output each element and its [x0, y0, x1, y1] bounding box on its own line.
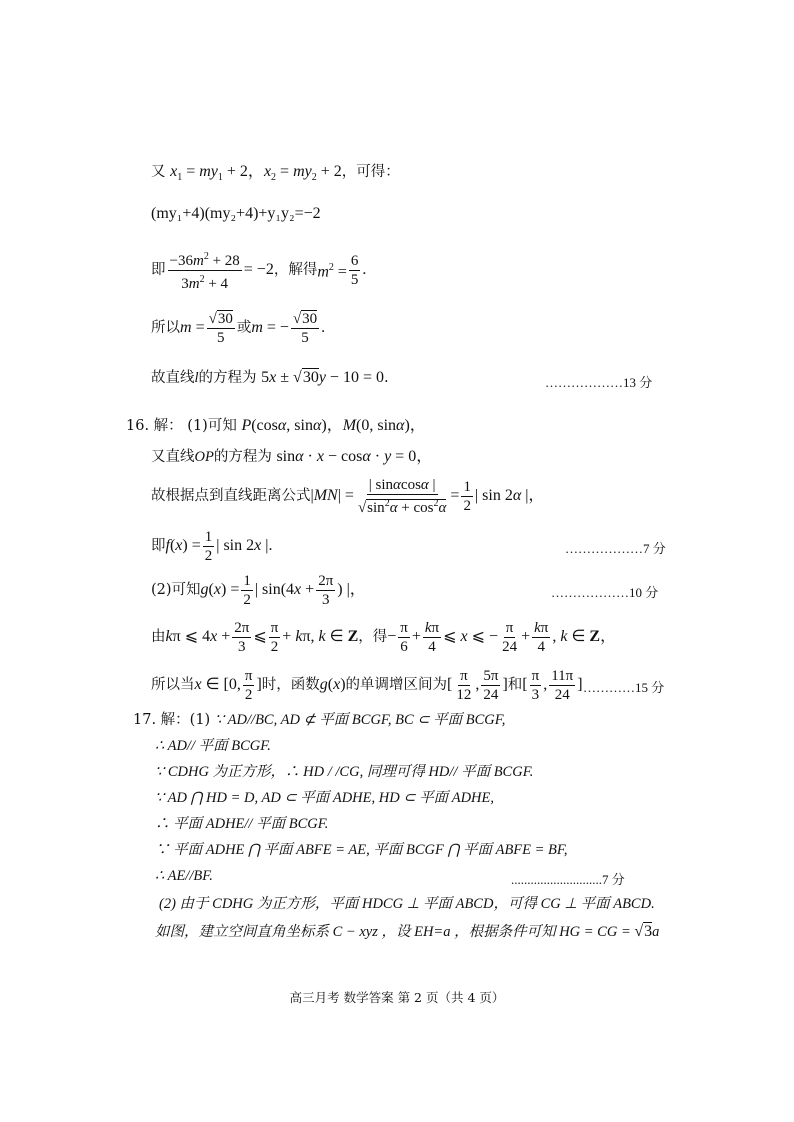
- q17-score-7: ............................7 分: [511, 872, 625, 887]
- q16-l2-mid: 的方程为: [213, 449, 272, 465]
- q16-line-3: 故根据点到直线距离公式 |MN| = $\frac{| \sin\alpha\cos\alpha |}{√\sin^2\alpha + \cos^2\alpha}$ = $\frac{1}{2}$ | sin 2α |，: [151, 476, 545, 516]
- q16-l3-frac: $\frac{| \sin\alpha\cos\alpha |}{√\sin^2\alpha + \cos^2\alpha}$: [357, 476, 447, 516]
- q15-line-5: 故直线l的方程为 5x ± √30y − 10 = 0.: [151, 369, 389, 386]
- q16-score-15: …………15 分: [583, 680, 665, 695]
- q17-line-2: ∴ AD// 平面 BCGF.: [155, 738, 271, 754]
- q16-l2-op: OP: [194, 449, 214, 465]
- q17-line-9: 如图，建立空间直角坐标系 C − xyz ，设 EH=a ，根据条件可知 HG = CG = √3a: [155, 923, 660, 940]
- q15-line-3: 即 $\frac{-36m^2 + 28}{3m^2 + 4}$ = −2 ，解得 $m^2$ = $\frac{6}{5}$ .: [151, 250, 366, 290]
- q15-line-2: (my₁+4)(my₂+4)+y₁y₂=−2: [151, 205, 321, 222]
- q15-l4-pre: 所以: [151, 320, 180, 336]
- q16-l6-pre: 由: [151, 629, 166, 645]
- q15-score: ………………13 分: [545, 375, 653, 390]
- q16-line-6: 由 kπ ⩽ 4x + $\frac{2\pi}{3}$ ⩽ $\frac{\pi}{2}$ + kπ, k ∈ Z ，得 − $\frac{\pi}{6}$ + $\frac{k\pi}{4}$ ⩽ x ⩽ − $\frac{\pi}{24}$ + $\frac{k\pi}{4}$ , k ∈ Z，: [151, 619, 617, 655]
- q15-l1-pre: 又: [151, 164, 166, 180]
- q16-l6-mid: ，得: [358, 629, 388, 645]
- q16-l4-pre: 即: [151, 538, 166, 554]
- q16-jie: 解：: [153, 418, 183, 434]
- q17-line-7: ∴ AE//BF.: [155, 868, 213, 884]
- q16-l5-part: (2)可知: [151, 582, 201, 598]
- q15-l4-or: 或: [236, 320, 252, 336]
- q17-l1: ∵ AD//BC, AD ⊄ 平面 BCGF, BC ⊂ 平面 BCGF,: [214, 712, 506, 728]
- q15-line-1: [151, 162, 400, 188]
- q17-line-1: [133, 710, 505, 730]
- q15-l5-pre: 故直线: [151, 370, 195, 386]
- page-footer: 高三月考 数学答案 第 2 页（共 4 页）: [289, 990, 505, 1005]
- q17-line-8: (2) 由于 CDHG 为正方形，平面 HDCG ⊥ 平面 ABCD，可得 CG ⊥ 平面 ABCD.: [159, 896, 655, 912]
- q17-number: 17.: [133, 712, 157, 728]
- q15-l3-pre: 即: [151, 262, 166, 278]
- q15-l5-l: l: [194, 370, 199, 386]
- q17-line-4: ∵ AD ⋂ HD = D, AD ⊂ 平面 ADHE, HD ⊂ 平面 ADHE,: [155, 790, 495, 806]
- q17-jie: 解：(1): [160, 712, 211, 728]
- q16-line-4: 即 f(x) = $\frac{1}{2}$ | sin 2x |.: [151, 528, 273, 564]
- q15-l1-post: ，可得：: [341, 164, 400, 180]
- q16-l1-part: (1)可知: [187, 418, 237, 434]
- q16-line-1: 16. 解： (1)可知 P(cosα, sinα)，M(0, sinα)，: [126, 417, 426, 434]
- q15-l4-frac1: $\frac{√30}{5}$: [208, 310, 233, 346]
- q17-l9-post: a: [652, 924, 660, 940]
- q15-l4-frac2: $\frac{√30}{5}$: [292, 310, 318, 346]
- q16-l7-and: 和: [507, 677, 523, 693]
- q16-l7-pre: 所以当: [151, 677, 195, 693]
- q15-l3-frac2: $\frac{6}{5}$: [350, 252, 359, 288]
- q17-line-5: ∴ 平面 ADHE// 平面 BCGF.: [155, 816, 329, 832]
- q15-l3-frac: $\frac{-36m^2 + 28}{3m^2 + 4}$: [168, 248, 242, 293]
- q17-line-6: ∵ 平面 ADHE ⋂ 平面 ABFE = AE, 平面 BCGF ⋂ 平面 ABFE = BF,: [155, 842, 568, 858]
- q15-line-4: 所以 m = $\frac{√30}{5}$ 或 m = − $\frac{√30}{5}$ .: [151, 310, 326, 346]
- q15-l5-mid: 的方程为: [198, 370, 257, 386]
- q16-score-7: ………………7 分: [565, 541, 666, 556]
- q16-number: 16.: [126, 418, 150, 434]
- q16-score-10: ………………10 分: [551, 585, 659, 600]
- q15-l3-mid: ，解得: [273, 262, 318, 278]
- q16-l7-mid: 时，函数: [261, 677, 320, 693]
- q16-line-2: 又直线OP的方程为 sinα · x − cosα · y = 0，: [151, 448, 433, 465]
- q16-l7-mid2: 的单调增区间为: [345, 677, 448, 693]
- q16-l2-pre: 又直线: [151, 449, 195, 465]
- q16-line-7: 所以当 x ∈ [0, $\frac{\pi}{2}$ ] 时，函数 g(x) 的单调增区间为 [ $\frac{\pi}{12}$ , $\frac{5\pi}{24}$ ] 和 [ $\frac{\pi}{3}$ , $\frac{11\pi}{24}$ ]: [151, 667, 583, 703]
- q17-l9-pre: 如图，建立空间直角坐标系 C − xyz ，设 EH=a ，根据条件可知 HG = CG =: [155, 924, 635, 940]
- q15-l1-eq: $x_1 = my_1 + 2$，$x_2 = my_2 + 2$: [170, 163, 342, 184]
- q17-line-3: ∵ CDHG 为正方形，∴ HD / /CG, 同理可得 HD// 平面 BCGF.: [155, 764, 534, 780]
- q16-line-5: (2)可知 g(x) = $\frac{1}{2}$ | sin(4x + $\frac{2\pi}{3}$ ) |，: [151, 572, 366, 608]
- q16-l3-pre: 故根据点到直线距离公式: [151, 488, 311, 504]
